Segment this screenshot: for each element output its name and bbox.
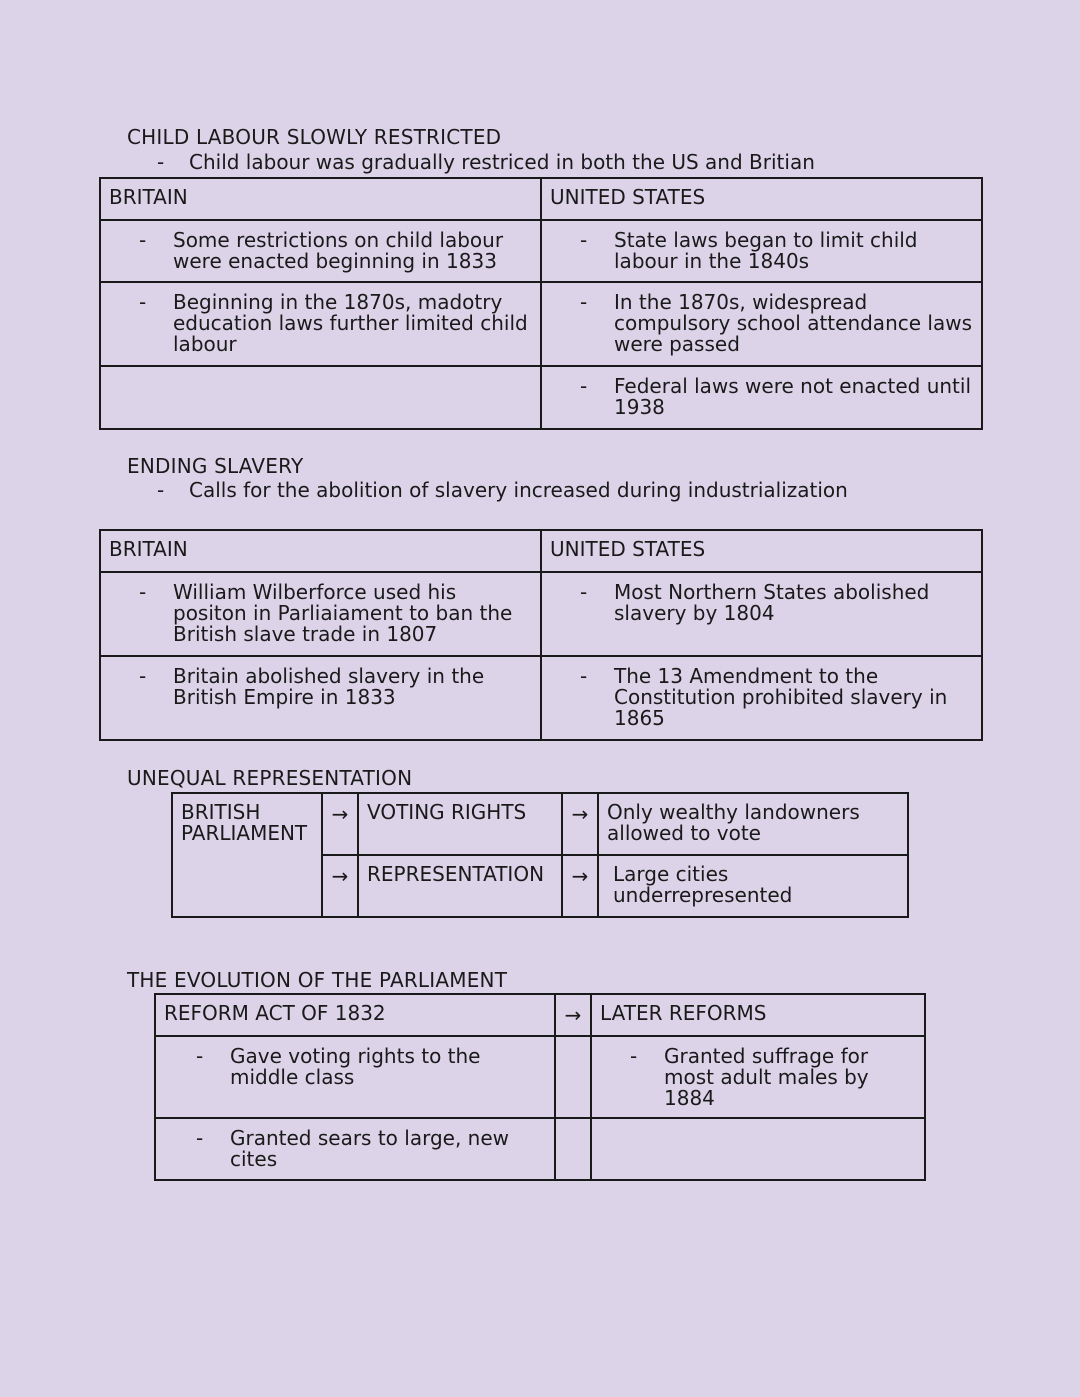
table-cell: - Gave voting rights to the middle class xyxy=(155,1036,555,1118)
column-header-united-states: UNITED STATES xyxy=(541,530,982,572)
bullet-dash: - xyxy=(157,150,165,174)
column-header-later-reforms: LATER REFORMS xyxy=(591,994,925,1036)
child-labour-heading: CHILD LABOUR SLOWLY RESTRICTED xyxy=(127,125,502,149)
table-cell: - The 13 Amendment to the Constitution prohibited slavery in 1865 xyxy=(541,656,982,740)
subpoint-text: Calls for the abolition of slavery increased during industrialization xyxy=(189,478,848,502)
table-cell: - State laws began to limit child labour in the 1840s xyxy=(541,220,982,282)
table-cell: - Granted sears to large, new cites xyxy=(155,1118,555,1180)
child-labour-subpoint xyxy=(157,150,815,174)
table-cell: - Britain abolished slavery in the British Empire in 1833 xyxy=(100,656,541,740)
table-cell: - Federal laws were not enacted until 1938 xyxy=(541,366,982,429)
column-header-reform-act: REFORM ACT OF 1832 xyxy=(155,994,555,1036)
result-voting-rights: Only wealthy landowners allowed to vote xyxy=(598,793,908,855)
arrow-icon: → xyxy=(562,855,598,917)
spacer-cell xyxy=(555,1036,591,1118)
representation-heading: UNEQUAL REPRESENTATION xyxy=(127,766,413,790)
result-representation: Large cities underrepresented xyxy=(598,855,908,917)
table-cell: - Some restrictions on child labour were enacted beginning in 1833 xyxy=(100,220,541,282)
slavery-heading: ENDING SLAVERY xyxy=(127,454,304,478)
spacer-cell xyxy=(555,1118,591,1180)
evolution-table xyxy=(154,993,926,1181)
topic-representation: REPRESENTATION xyxy=(358,855,562,917)
table-cell: - Most Northern States abolished slavery by 1804 xyxy=(541,572,982,656)
slavery-table xyxy=(99,529,983,741)
table-cell-empty xyxy=(100,366,541,429)
bullet-dash: - xyxy=(157,478,165,502)
column-header-united-states: UNITED STATES xyxy=(541,178,982,220)
table-cell-empty xyxy=(591,1118,925,1180)
evolution-heading: THE EVOLUTION OF THE PARLIAMENT xyxy=(127,968,508,992)
arrow-icon: → xyxy=(555,994,591,1036)
table-cell: - In the 1870s, widespread compulsory school attendance laws were passed xyxy=(541,282,982,366)
table-cell: - Beginning in the 1870s, madotry education laws further limited child labour xyxy=(100,282,541,366)
table-cell: - William Wilberforce used his positon in Parliaiament to ban the British slave trade in 1807 xyxy=(100,572,541,656)
column-header-britain: BRITAIN xyxy=(100,178,541,220)
table-cell: - Granted suffrage for most adult males by 1884 xyxy=(591,1036,925,1118)
representation-table xyxy=(171,792,909,918)
topic-voting-rights: VOTING RIGHTS xyxy=(358,793,562,855)
column-header-britain: BRITAIN xyxy=(100,530,541,572)
subpoint-text: Child labour was gradually restriced in both the US and Britian xyxy=(189,150,815,174)
british-parliament-cell: BRITISH PARLIAMENT xyxy=(172,793,322,917)
arrow-icon: → xyxy=(322,793,358,855)
child-labour-table xyxy=(99,177,983,430)
arrow-icon: → xyxy=(322,855,358,917)
arrow-icon: → xyxy=(562,793,598,855)
slavery-subpoint xyxy=(157,478,848,502)
